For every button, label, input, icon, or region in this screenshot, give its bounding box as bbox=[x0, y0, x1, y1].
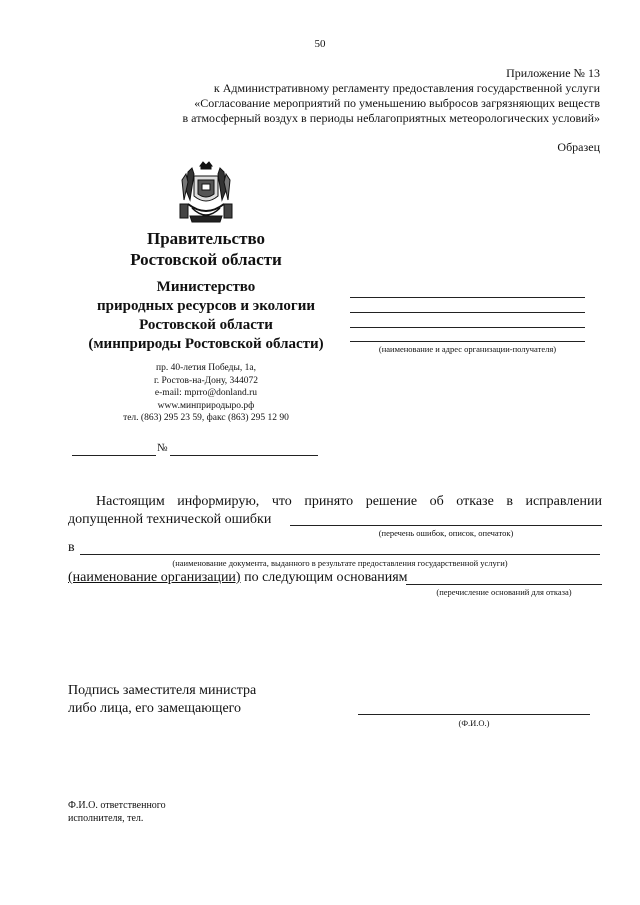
signature-label-2: либо лица, его замещающего bbox=[68, 701, 242, 716]
grounds-field-line bbox=[406, 584, 602, 585]
number-field-line bbox=[170, 455, 318, 456]
caption-document: (наименование документа, выданного в результате предоставления государственной услуги) bbox=[172, 558, 508, 568]
recipient-line-3 bbox=[350, 327, 585, 328]
caption-errors: (перечень ошибок, описок, опечаток) bbox=[378, 528, 514, 538]
page-number: 50 bbox=[314, 38, 326, 50]
executor-label-2: исполнителя, тел. bbox=[68, 813, 144, 824]
recipient-caption: (наименование и адрес организации-получателя) bbox=[378, 344, 557, 354]
body-line-3: в bbox=[68, 540, 75, 555]
signature-label-1: Подпись заместителя министра bbox=[68, 683, 257, 698]
government-title: Правительство bbox=[146, 229, 266, 248]
ministry-region: Ростовской области bbox=[139, 317, 273, 333]
appendix-line-service: «Согласование мероприятий по уменьшению выбросов загрязняющих веществ bbox=[194, 96, 600, 110]
organization-name-placeholder: (наименование организации) bbox=[68, 570, 241, 585]
recipient-line-4 bbox=[350, 341, 585, 342]
recipient-line-2 bbox=[350, 312, 585, 313]
sample-label: Образец bbox=[557, 140, 600, 154]
errors-field-line bbox=[290, 525, 602, 526]
body-line-1: Настоящим информирую, что принято решение об отказе в исправлении bbox=[96, 494, 602, 509]
address-city: г. Ростов-на-Дону, 344072 bbox=[153, 375, 259, 386]
signature-field-line bbox=[358, 714, 590, 715]
ministry-name: природных ресурсов и экологии bbox=[97, 298, 315, 314]
body-line-4 bbox=[68, 570, 408, 586]
number-sign: № bbox=[157, 442, 168, 454]
address-website: www.минприродыро.рф bbox=[157, 400, 255, 411]
appendix-line-conditions: в атмосферный воздух в периоды неблагоприятных метеорологических условий» bbox=[182, 111, 600, 125]
caption-fio: (Ф.И.О.) bbox=[458, 718, 490, 728]
government-region: Ростовской области bbox=[130, 250, 282, 269]
executor-label-1: Ф.И.О. ответственного bbox=[68, 800, 166, 811]
recipient-line-1 bbox=[350, 297, 585, 298]
address-email: e-mail: mprro@donland.ru bbox=[154, 388, 258, 398]
ministry-title: Министерство bbox=[156, 279, 256, 295]
appendix-line-regulation: к Административному регламенту предоставления государственной услуги bbox=[213, 81, 600, 95]
document-field-line bbox=[80, 554, 600, 555]
body-line-2: допущенной технической ошибки bbox=[68, 512, 272, 527]
address-phone: тел. (863) 295 23 59, факс (863) 295 12 90 bbox=[123, 413, 289, 423]
address-street: пр. 40-летия Победы, 1а, bbox=[156, 363, 256, 373]
date-field-line bbox=[72, 455, 156, 456]
coat-of-arms-emblem bbox=[176, 160, 236, 226]
caption-grounds: (перечисление оснований для отказа) bbox=[436, 587, 572, 597]
appendix-title: Приложение № 13 bbox=[506, 66, 600, 80]
ministry-short-name: (минприроды Ростовской области) bbox=[88, 336, 324, 352]
grounds-label: по следующим основаниям bbox=[244, 570, 408, 585]
